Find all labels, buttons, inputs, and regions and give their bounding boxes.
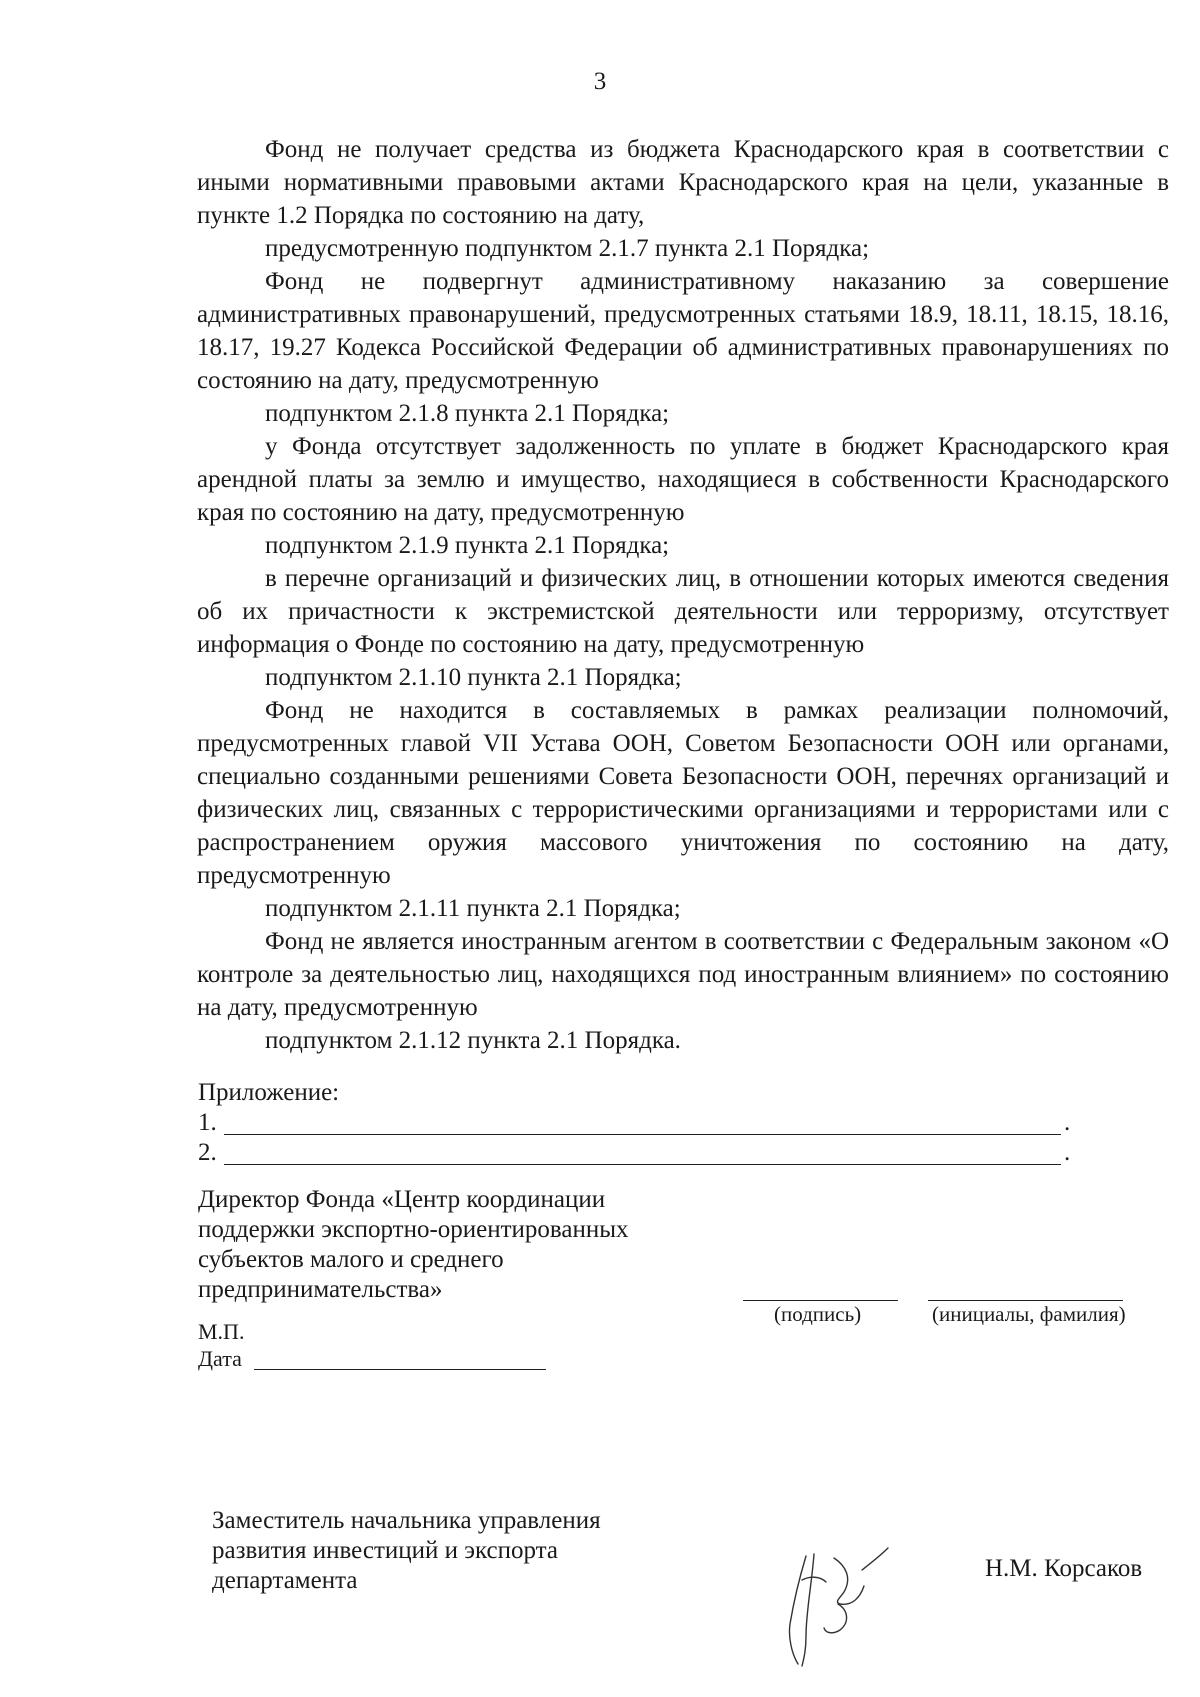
date-blank-line bbox=[254, 1369, 546, 1370]
paragraph-last-line: подпунктом 2.1.10 пункта 2.1 Порядка; bbox=[265, 664, 682, 691]
paragraph-last-line: подпунктом 2.1.8 пункта 2.1 Порядка; bbox=[265, 400, 670, 427]
paragraph-6 bbox=[197, 925, 1169, 1057]
annex-item-number: 1. bbox=[198, 1109, 217, 1136]
paragraph-text: Фонд не подвергнут административному наказанию за совершение административных правонарушений, предусмотренных статьями 18.9, 18.11, 18.15, 18.16, 18.17, 19.27 Кодекса Российской Федерации об административных правонарушениях по состоянию на дату, предусмотренную bbox=[197, 268, 1169, 394]
director-title-line: поддержки экспортно-ориентированных bbox=[198, 1216, 629, 1243]
paragraph-text: Фонд не получает средства из бюджета Краснодарского края в соответствии с иными нормативными правовыми актами Краснодарского края на цели, указанные в пункте 1.2 Порядка по состоянию на дату, bbox=[197, 136, 1169, 229]
signer-name: Н.М. Корсаков bbox=[985, 1555, 1143, 1582]
stamp-label: М.П. bbox=[198, 1319, 245, 1344]
date-label: Дата bbox=[198, 1346, 242, 1371]
paragraph-2 bbox=[197, 265, 1169, 430]
paragraph-text: в перечне организаций и физических лиц, в отношении которых имеются сведения об их причастности к экстремистской деятельности или терроризму, отсутствует информация о Фонде по состоянию на дату, предусмотренную bbox=[197, 565, 1169, 658]
paragraph-last-line: подпунктом 2.1.11 пункта 2.1 Порядка; bbox=[265, 895, 681, 922]
annex-blank-line bbox=[224, 1134, 1061, 1135]
paragraph-last-line: подпунктом 2.1.9 пункта 2.1 Порядка; bbox=[265, 532, 670, 559]
deputy-title bbox=[212, 1506, 732, 1596]
annex-title: Приложение: bbox=[198, 1079, 340, 1106]
paragraph-text: Фонд не является иностранным агентом в соответствии с Федеральным законом «О контроле за деятельностью лиц, находящихся под иностранным влиянием» по состоянию на дату, предусмотренную bbox=[197, 928, 1169, 1021]
signature-caption: (подпись) bbox=[774, 1302, 862, 1326]
page-number: 3 bbox=[593, 68, 607, 95]
paragraph-3 bbox=[197, 430, 1169, 562]
director-title-line: Директор Фонда «Центр координации bbox=[198, 1186, 606, 1213]
paragraph-1 bbox=[197, 133, 1169, 265]
annex-item-number: 2. bbox=[198, 1139, 217, 1166]
deputy-title-line: Заместитель начальника управления bbox=[212, 1507, 601, 1534]
annex-blank-line bbox=[224, 1164, 1061, 1165]
director-title-line: предпринимательства» bbox=[198, 1276, 443, 1303]
handwritten-signature-icon bbox=[776, 1540, 896, 1670]
director-title bbox=[198, 1185, 718, 1305]
paragraph-text: у Фонда отсутствует задолженность по уплате в бюджет Краснодарского края арендной платы за землю и имущество, находящиеся в собственности Краснодарского края по состоянию на дату, предусмотренную bbox=[197, 433, 1169, 526]
annex-item-end: . bbox=[1064, 1139, 1071, 1166]
name-caption: (инициалы, фамилия) bbox=[932, 1302, 1126, 1326]
paragraph-text: Фонд не находится в составляемых в рамках реализации полномочий, предусмотренных главой VII Устава ООН, Советом Безопасности ООН или органами, специально созданными решениями Совета Безопасности ООН, перечнях организаций и физических лиц, связанных с террористическими организациями и террористами или с распространением оружия массового уничтожения по состоянию на дату, предусмотренную bbox=[197, 697, 1169, 889]
annex-section bbox=[198, 1078, 1098, 1168]
deputy-title-line: департамента bbox=[212, 1567, 358, 1594]
paragraph-last-line: предусмотренную подпунктом 2.1.7 пункта 2.1 Порядка; bbox=[265, 235, 870, 262]
director-title-line: субъектов малого и среднего bbox=[198, 1246, 504, 1273]
name-blank-line bbox=[928, 1300, 1123, 1301]
paragraph-4 bbox=[197, 562, 1169, 694]
document-body bbox=[197, 133, 1169, 1057]
deputy-title-line: развития инвестиций и экспорта bbox=[212, 1537, 558, 1564]
signature-blank-line bbox=[743, 1300, 898, 1301]
annex-item bbox=[198, 1108, 1098, 1138]
annex-item-end: . bbox=[1064, 1109, 1071, 1136]
paragraph-last-line: подпунктом 2.1.12 пункта 2.1 Порядка. bbox=[265, 1027, 681, 1054]
paragraph-5 bbox=[197, 694, 1169, 925]
annex-item bbox=[198, 1138, 1098, 1168]
